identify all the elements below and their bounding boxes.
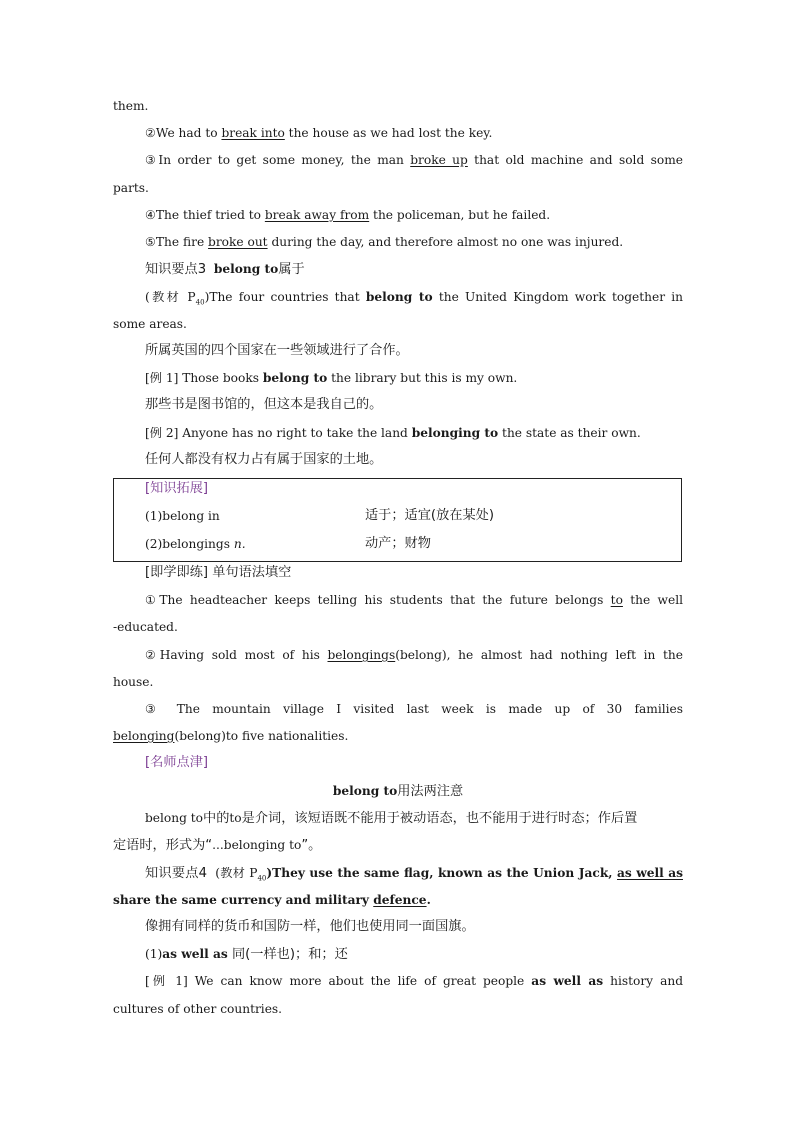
box-title <box>145 481 683 497</box>
text-line <box>113 1001 683 1017</box>
example-sentence <box>145 425 683 441</box>
translation <box>145 452 683 468</box>
example-sentence <box>145 152 683 168</box>
text-line <box>113 619 683 635</box>
text-span: [名师点津] <box>145 755 209 770</box>
text-span: ④The thief tried to <box>145 208 265 222</box>
text-span: 是介词，该短语既不能用于被动语态，也不能用于进行时态；作后置 <box>241 811 638 826</box>
text-span: ②We had to <box>145 126 222 140</box>
text-span: belong to <box>145 811 204 825</box>
text-span: [即学即练] 单句语法填空 <box>145 565 292 580</box>
underlined-phrase: as well as <box>617 866 683 880</box>
textbook-sentence <box>113 892 683 908</box>
practice-item <box>145 701 683 717</box>
text-span: ③In order to get some money, the man <box>145 153 411 167</box>
translation <box>145 919 683 935</box>
key-phrase: belong to <box>332 784 398 798</box>
page-subscript: 40 <box>257 874 267 883</box>
page-subscript: 40 <box>195 298 205 307</box>
usage-heading <box>145 946 683 963</box>
box-row <box>145 536 683 552</box>
key-phrase: belong to <box>262 371 328 385</box>
text-span: during the day, and therefore almost no one was injured. <box>267 235 624 249</box>
text-span: the United Kingdom work together in <box>432 290 683 304</box>
text-span: ①The headteacher keeps telling his students that the future belongs <box>145 593 611 607</box>
box-term: (1)belong in <box>145 509 220 523</box>
practice-item <box>145 647 683 663</box>
text-span: (1) <box>145 947 163 961</box>
text-span: [知识拓展] <box>145 481 209 496</box>
tip-heading <box>113 783 683 800</box>
underlined-phrase: broke up <box>410 153 468 167</box>
tip-text <box>113 837 683 854</box>
text-span: house. <box>113 675 154 689</box>
text-span: [例 1] Those books <box>145 371 263 385</box>
source-label: (教材 P <box>215 866 258 880</box>
key-phrase: belonging to <box>411 426 499 440</box>
key-phrase: belong to <box>365 290 433 304</box>
example-sentence <box>145 207 683 223</box>
practice-item <box>145 592 683 608</box>
text-span: to <box>229 811 242 825</box>
key-phrase: belong to <box>213 262 279 276</box>
text-span: ③ The mountain village I visited last week is made up of 30 families <box>145 702 683 716</box>
heading-label: 知识要点4 <box>145 866 208 881</box>
underlined-phrase: break into <box>221 126 285 140</box>
text-span: )The four countries that <box>204 290 366 304</box>
text-span: . <box>426 893 431 907</box>
text-line <box>113 316 683 332</box>
text-span: share the same currency and military <box>113 893 374 907</box>
text-span: ②Having sold most of his <box>145 648 328 662</box>
underlined-phrase: broke out <box>208 235 268 249</box>
text-span: [例 1] We can know more about the life of great people <box>145 974 532 988</box>
textbook-sentence: )They use the same flag, known as the Union Jack, <box>266 866 618 880</box>
box-term: (2)belongings <box>145 537 234 551</box>
translation <box>145 343 683 359</box>
text-span: (belong), he almost had nothing left in the <box>395 648 683 662</box>
tip-text <box>145 810 683 827</box>
text-span: 用法两注意 <box>397 784 464 799</box>
practice-title <box>145 565 683 581</box>
text-span: (belong)to five nationalities. <box>174 729 349 743</box>
box-meaning: 适于；适宜(放在某处) <box>365 508 494 523</box>
part-of-speech: n. <box>233 537 246 551</box>
text-span: 那些书是图书馆的，但这本是我自己的。 <box>145 397 383 412</box>
text-span: 同(一样也)；和；还 <box>227 947 348 962</box>
tip-title <box>145 755 683 771</box>
key-phrase: as well as <box>531 974 604 988</box>
box-meaning: 动产；财物 <box>365 536 431 551</box>
text-span: history and <box>603 974 683 988</box>
text-span: 定语时，形式为“ <box>113 838 213 853</box>
text-span: 中的 <box>203 811 230 826</box>
text-span: ...belonging to <box>212 838 302 852</box>
box-row <box>145 508 683 524</box>
key-phrase: as well as <box>162 947 228 961</box>
text-span: the library but this is my own. <box>327 371 518 385</box>
textbook-sentence <box>145 289 683 310</box>
text-span: the state as their own. <box>498 426 641 440</box>
text-span: 所属英国的四个国家在一些领域进行了合作。 <box>145 343 409 358</box>
text-span: them. <box>113 99 149 113</box>
text-span: 像拥有同样的货币和国防一样，他们也使用同一面国旗。 <box>145 919 475 934</box>
text-line <box>113 98 683 114</box>
text-span: that old machine and sold some <box>467 153 683 167</box>
text-line <box>113 674 683 690</box>
example-sentence <box>145 125 683 141</box>
heading-label: 知识要点3 <box>145 262 207 277</box>
text-line <box>113 180 683 196</box>
underlined-phrase: defence <box>373 893 427 907</box>
text-line <box>113 728 683 744</box>
text-span: ”。 <box>301 838 322 853</box>
text-span: the policeman, but he failed. <box>369 208 551 222</box>
text-span: the house as we had lost the key. <box>284 126 493 140</box>
answer: belongings <box>327 648 396 662</box>
heading-meaning: 属于 <box>278 262 305 277</box>
answer: to <box>610 593 623 607</box>
source-label: (教材 P <box>145 290 196 304</box>
example-sentence <box>145 973 683 989</box>
text-span: 任何人都没有权力占有属于国家的土地。 <box>145 452 383 467</box>
text-span: parts. <box>113 181 149 195</box>
answer: belonging <box>113 729 175 743</box>
example-sentence <box>145 370 683 386</box>
example-sentence <box>145 234 683 250</box>
text-span: -educated. <box>113 620 178 634</box>
text-span: some areas. <box>113 317 187 331</box>
text-span: [例 2] Anyone has no right to take the land <box>145 426 412 440</box>
text-span: the well <box>622 593 683 607</box>
translation <box>145 397 683 413</box>
text-span: ⑤The fire <box>145 235 209 249</box>
underlined-phrase: break away from <box>264 208 370 222</box>
section-heading <box>145 261 683 278</box>
section-heading <box>145 865 683 886</box>
text-span: cultures of other countries. <box>113 1002 283 1016</box>
